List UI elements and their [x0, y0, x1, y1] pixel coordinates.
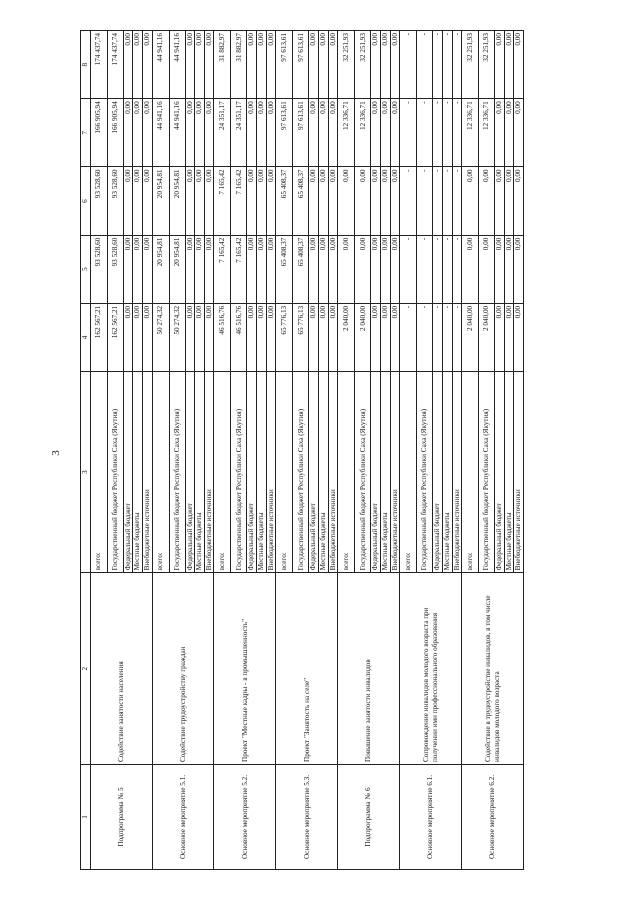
- program-name-cell: Подпрограмма № 6: [338, 765, 400, 870]
- amount-cell: 0,00: [185, 99, 195, 167]
- funding-source-cell: Местные бюджеты: [504, 372, 514, 573]
- amount-cell: 7 165,42: [231, 167, 247, 235]
- funding-source-cell: Федеральный бюджет: [123, 372, 133, 573]
- amount-cell: 0,00: [123, 303, 133, 371]
- amount-cell: 0,00: [390, 303, 400, 371]
- amount-cell: 0,00: [371, 303, 381, 371]
- amount-cell: 7 165,42: [214, 167, 231, 235]
- budget-table: [80, 30, 524, 870]
- amount-cell: -: [442, 235, 452, 303]
- amount-cell: 31 882,97: [231, 31, 247, 99]
- amount-cell: 0,00: [247, 167, 257, 235]
- amount-cell: 0,00: [123, 99, 133, 167]
- funding-source-cell: Государственный бюджет Республики Саха (Якутия): [231, 372, 247, 573]
- amount-cell: 0,00: [142, 235, 152, 303]
- amount-cell: -: [442, 31, 452, 99]
- amount-cell: 0,00: [133, 99, 143, 167]
- funding-source-cell: Государственный бюджет Республики Саха (Якутия): [417, 372, 433, 573]
- funding-source-cell: всего:: [338, 372, 355, 573]
- amount-cell: 166 905,94: [90, 99, 107, 167]
- funding-source-cell: Местные бюджеты: [442, 372, 452, 573]
- amount-cell: 0,00: [309, 31, 319, 99]
- amount-cell: -: [442, 99, 452, 167]
- amount-cell: 0,00: [495, 99, 505, 167]
- amount-cell: 97 613,61: [293, 99, 309, 167]
- amount-cell: 0,00: [204, 167, 214, 235]
- amount-cell: 0,00: [355, 167, 371, 235]
- amount-cell: 0,00: [380, 235, 390, 303]
- amount-cell: 93 528,60: [107, 235, 123, 303]
- amount-cell: 65 408,37: [276, 235, 293, 303]
- amount-cell: 12 336,71: [355, 99, 371, 167]
- funding-source-cell: Государственный бюджет Республики Саха (Якутия): [293, 372, 309, 573]
- amount-cell: 0,00: [257, 31, 267, 99]
- amount-cell: 0,00: [328, 167, 338, 235]
- amount-cell: -: [433, 235, 443, 303]
- amount-cell: -: [433, 31, 443, 99]
- amount-cell: 0,00: [319, 235, 329, 303]
- amount-cell: 0,00: [185, 31, 195, 99]
- funding-source-cell: Местные бюджеты: [257, 372, 267, 573]
- funding-source-cell: всего:: [214, 372, 231, 573]
- amount-cell: 44 941,16: [152, 99, 169, 167]
- table-row: [152, 31, 169, 870]
- amount-cell: 20 954,81: [169, 167, 185, 235]
- amount-cell: 0,00: [195, 31, 205, 99]
- amount-cell: -: [433, 167, 443, 235]
- amount-cell: 0,00: [204, 31, 214, 99]
- amount-cell: 0,00: [123, 235, 133, 303]
- amount-cell: 0,00: [355, 235, 371, 303]
- amount-cell: 0,00: [390, 167, 400, 235]
- amount-cell: 0,00: [247, 99, 257, 167]
- amount-cell: 24 351,17: [214, 99, 231, 167]
- amount-cell: 0,00: [142, 303, 152, 371]
- amount-cell: -: [452, 303, 462, 371]
- amount-cell: 0,00: [504, 31, 514, 99]
- amount-cell: 0,00: [266, 167, 276, 235]
- amount-cell: 0,00: [380, 99, 390, 167]
- amount-cell: 0,00: [479, 167, 495, 235]
- amount-cell: 166 905,94: [107, 99, 123, 167]
- amount-cell: 0,00: [133, 31, 143, 99]
- amount-cell: 0,00: [328, 303, 338, 371]
- amount-cell: 0,00: [371, 235, 381, 303]
- funding-source-cell: Внебюджетные источники: [204, 372, 214, 573]
- amount-cell: 0,00: [328, 31, 338, 99]
- amount-cell: 0,00: [338, 167, 355, 235]
- amount-cell: 65 408,37: [293, 235, 309, 303]
- amount-cell: -: [417, 31, 433, 99]
- amount-cell: -: [417, 167, 433, 235]
- amount-cell: -: [442, 303, 452, 371]
- amount-cell: -: [400, 303, 417, 371]
- amount-cell: 174 437,74: [107, 31, 123, 99]
- amount-cell: 24 351,17: [231, 99, 247, 167]
- funding-source-cell: Федеральный бюджет: [433, 372, 443, 573]
- funding-source-cell: Местные бюджеты: [319, 372, 329, 573]
- funding-source-cell: Государственный бюджет Республики Саха (Якутия): [479, 372, 495, 573]
- amount-cell: 0,00: [319, 99, 329, 167]
- amount-cell: 0,00: [514, 235, 524, 303]
- amount-cell: 93 528,60: [107, 167, 123, 235]
- header-cell: 4: [81, 303, 91, 371]
- amount-cell: 0,00: [319, 31, 329, 99]
- funding-source-cell: Федеральный бюджет: [309, 372, 319, 573]
- funding-source-cell: всего:: [152, 372, 169, 573]
- amount-cell: -: [400, 167, 417, 235]
- program-name-cell: Основное мероприятие 6.1.: [400, 765, 462, 870]
- amount-cell: 0,00: [504, 167, 514, 235]
- amount-cell: 44 941,16: [152, 31, 169, 99]
- amount-cell: 0,00: [133, 235, 143, 303]
- amount-cell: -: [433, 99, 443, 167]
- funding-source-cell: Внебюджетные источники: [266, 372, 276, 573]
- amount-cell: 0,00: [371, 99, 381, 167]
- amount-cell: 32 251,93: [462, 31, 479, 99]
- amount-cell: 0,00: [514, 99, 524, 167]
- amount-cell: 0,00: [495, 235, 505, 303]
- amount-cell: 12 336,71: [462, 99, 479, 167]
- amount-cell: 20 954,81: [152, 167, 169, 235]
- amount-cell: -: [400, 235, 417, 303]
- amount-cell: 0,00: [185, 303, 195, 371]
- header-row: [81, 31, 91, 870]
- amount-cell: 0,00: [371, 31, 381, 99]
- program-name-cell: Подпрограмма № 5: [90, 765, 152, 870]
- amount-cell: 0,00: [514, 303, 524, 371]
- amount-cell: 0,00: [495, 303, 505, 371]
- amount-cell: 0,00: [195, 235, 205, 303]
- funding-source-cell: Федеральный бюджет: [247, 372, 257, 573]
- funding-source-cell: Внебюджетные источники: [390, 372, 400, 573]
- funding-source-cell: Федеральный бюджет: [185, 372, 195, 573]
- amount-cell: 0,00: [309, 235, 319, 303]
- amount-cell: -: [417, 99, 433, 167]
- amount-cell: -: [417, 235, 433, 303]
- amount-cell: 0,00: [380, 303, 390, 371]
- program-description-cell: Содействие занятости населения: [90, 573, 152, 765]
- amount-cell: 0,00: [390, 235, 400, 303]
- amount-cell: 0,00: [185, 167, 195, 235]
- funding-source-cell: Государственный бюджет Республики Саха (Якутия): [107, 372, 123, 573]
- funding-source-cell: Местные бюджеты: [380, 372, 390, 573]
- amount-cell: 2 040,00: [462, 303, 479, 371]
- program-name-cell: Основное мероприятие 6.2.: [462, 765, 524, 870]
- header-cell: 7: [81, 99, 91, 167]
- amount-cell: 32 251,93: [338, 31, 355, 99]
- table-body: [81, 31, 524, 870]
- amount-cell: 93 528,60: [90, 235, 107, 303]
- amount-cell: 0,00: [309, 99, 319, 167]
- amount-cell: 0,00: [462, 167, 479, 235]
- amount-cell: 0,00: [204, 99, 214, 167]
- funding-source-cell: всего:: [462, 372, 479, 573]
- amount-cell: -: [433, 303, 443, 371]
- amount-cell: 0,00: [479, 235, 495, 303]
- amount-cell: 0,00: [142, 31, 152, 99]
- amount-cell: 0,00: [495, 167, 505, 235]
- amount-cell: 0,00: [390, 31, 400, 99]
- amount-cell: 97 613,61: [276, 31, 293, 99]
- funding-source-cell: всего:: [400, 372, 417, 573]
- amount-cell: 46 516,76: [214, 303, 231, 371]
- amount-cell: 0,00: [195, 99, 205, 167]
- amount-cell: 20 954,81: [169, 235, 185, 303]
- amount-cell: 0,00: [257, 235, 267, 303]
- amount-cell: 0,00: [185, 235, 195, 303]
- amount-cell: 44 941,16: [169, 99, 185, 167]
- program-description-cell: Содействие в трудоустройстве инвалидов, в том числе инвалидов молодого возраста: [462, 573, 524, 765]
- amount-cell: 0,00: [123, 167, 133, 235]
- amount-cell: 0,00: [247, 31, 257, 99]
- program-name-cell: Основное мероприятие 5.3.: [276, 765, 338, 870]
- amount-cell: 0,00: [123, 31, 133, 99]
- amount-cell: 0,00: [266, 31, 276, 99]
- amount-cell: -: [400, 99, 417, 167]
- amount-cell: 0,00: [514, 167, 524, 235]
- table-row: [338, 31, 355, 870]
- amount-cell: 0,00: [247, 235, 257, 303]
- amount-cell: 44 941,16: [169, 31, 185, 99]
- amount-cell: 0,00: [338, 235, 355, 303]
- program-description-cell: Сопровождение инвалидов молодого возраста при получении ими профессионального образования: [400, 573, 462, 765]
- amount-cell: 0,00: [319, 303, 329, 371]
- funding-source-cell: Федеральный бюджет: [371, 372, 381, 573]
- program-name-cell: Основное мероприятие 5.1.: [152, 765, 214, 870]
- amount-cell: 2 040,00: [355, 303, 371, 371]
- amount-cell: 0,00: [504, 99, 514, 167]
- amount-cell: 65 776,13: [293, 303, 309, 371]
- amount-cell: 0,00: [380, 31, 390, 99]
- amount-cell: 0,00: [380, 167, 390, 235]
- amount-cell: 0,00: [142, 99, 152, 167]
- amount-cell: 0,00: [257, 99, 267, 167]
- amount-cell: 65 408,37: [276, 167, 293, 235]
- amount-cell: -: [452, 31, 462, 99]
- amount-cell: 50 274,32: [169, 303, 185, 371]
- amount-cell: 0,00: [195, 167, 205, 235]
- amount-cell: 65 776,13: [276, 303, 293, 371]
- amount-cell: 0,00: [504, 235, 514, 303]
- header-cell: 6: [81, 167, 91, 235]
- amount-cell: 12 336,71: [479, 99, 495, 167]
- amount-cell: 0,00: [309, 167, 319, 235]
- program-description-cell: Проект "Занятость на селе": [276, 573, 338, 765]
- funding-source-cell: Внебюджетные источники: [328, 372, 338, 573]
- amount-cell: 0,00: [266, 99, 276, 167]
- amount-cell: 0,00: [247, 303, 257, 371]
- amount-cell: 12 336,71: [338, 99, 355, 167]
- amount-cell: 97 613,61: [276, 99, 293, 167]
- amount-cell: 2 040,00: [338, 303, 355, 371]
- funding-source-cell: Внебюджетные источники: [142, 372, 152, 573]
- funding-source-cell: всего:: [276, 372, 293, 573]
- amount-cell: 0,00: [266, 303, 276, 371]
- table-row: [90, 31, 107, 870]
- program-description-cell: Проект "Местные кадры - в промышленность": [214, 573, 276, 765]
- amount-cell: -: [452, 167, 462, 235]
- amount-cell: 0,00: [495, 31, 505, 99]
- amount-cell: 7 165,42: [214, 235, 231, 303]
- amount-cell: 0,00: [328, 99, 338, 167]
- funding-source-cell: всего:: [90, 372, 107, 573]
- header-cell: 8: [81, 31, 91, 99]
- funding-source-cell: Федеральный бюджет: [495, 372, 505, 573]
- funding-source-cell: Внебюджетные источники: [452, 372, 462, 573]
- funding-source-cell: Внебюджетные источники: [514, 372, 524, 573]
- amount-cell: 20 954,81: [152, 235, 169, 303]
- program-description-cell: Повышение занятости инвалидов: [338, 573, 400, 765]
- amount-cell: 162 567,21: [90, 303, 107, 371]
- amount-cell: 0,00: [204, 235, 214, 303]
- amount-cell: 0,00: [504, 303, 514, 371]
- amount-cell: 46 516,76: [231, 303, 247, 371]
- amount-cell: -: [400, 31, 417, 99]
- amount-cell: 2 040,00: [479, 303, 495, 371]
- amount-cell: 174 437,74: [90, 31, 107, 99]
- table-row: [462, 31, 479, 870]
- amount-cell: 31 882,97: [214, 31, 231, 99]
- amount-cell: 97 613,61: [293, 31, 309, 99]
- header-cell: 5: [81, 235, 91, 303]
- amount-cell: 0,00: [133, 167, 143, 235]
- header-cell: 2: [81, 573, 91, 765]
- table-row: [276, 31, 293, 870]
- funding-source-cell: Государственный бюджет Республики Саха (Якутия): [169, 372, 185, 573]
- amount-cell: 32 251,93: [479, 31, 495, 99]
- amount-cell: 0,00: [462, 235, 479, 303]
- amount-cell: 0,00: [319, 167, 329, 235]
- table-row: [400, 31, 417, 870]
- header-cell: 3: [81, 372, 91, 573]
- funding-source-cell: Местные бюджеты: [133, 372, 143, 573]
- amount-cell: 0,00: [257, 303, 267, 371]
- amount-cell: 0,00: [514, 31, 524, 99]
- amount-cell: 0,00: [257, 167, 267, 235]
- page-number: 3: [50, 450, 62, 456]
- amount-cell: 0,00: [142, 167, 152, 235]
- amount-cell: 7 165,42: [231, 235, 247, 303]
- header-cell: 1: [81, 765, 91, 870]
- amount-cell: -: [417, 303, 433, 371]
- amount-cell: -: [442, 167, 452, 235]
- amount-cell: 32 251,93: [355, 31, 371, 99]
- amount-cell: 65 408,37: [293, 167, 309, 235]
- funding-source-cell: Местные бюджеты: [195, 372, 205, 573]
- amount-cell: 0,00: [195, 303, 205, 371]
- amount-cell: 0,00: [133, 303, 143, 371]
- amount-cell: 0,00: [328, 235, 338, 303]
- amount-cell: 0,00: [390, 99, 400, 167]
- amount-cell: 0,00: [204, 303, 214, 371]
- funding-source-cell: Государственный бюджет Республики Саха (Якутия): [355, 372, 371, 573]
- program-name-cell: Основное мероприятие 5.2.: [214, 765, 276, 870]
- amount-cell: 162 567,21: [107, 303, 123, 371]
- amount-cell: 0,00: [371, 167, 381, 235]
- table-row: [214, 31, 231, 870]
- amount-cell: 0,00: [309, 303, 319, 371]
- amount-cell: 0,00: [266, 235, 276, 303]
- program-description-cell: Содействие трудоустройству граждан: [152, 573, 214, 765]
- rotated-page: [80, 30, 560, 870]
- amount-cell: -: [452, 99, 462, 167]
- amount-cell: 50 274,32: [152, 303, 169, 371]
- amount-cell: 93 528,60: [90, 167, 107, 235]
- amount-cell: -: [452, 235, 462, 303]
